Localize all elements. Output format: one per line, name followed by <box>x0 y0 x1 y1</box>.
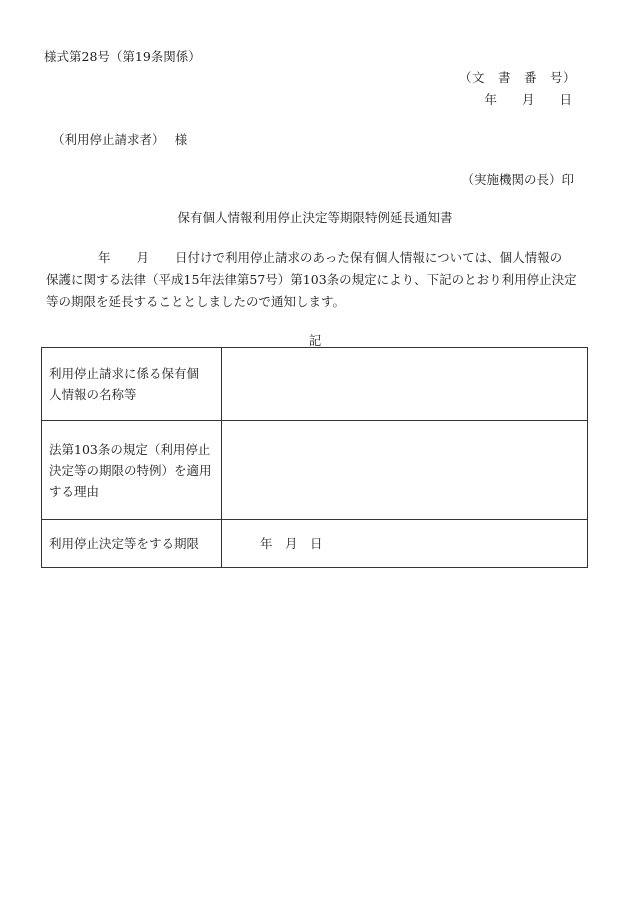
table-row <box>42 348 588 421</box>
body-year: 年 <box>98 250 111 265</box>
deadline-label: 利用停止決定等をする期限 <box>42 520 222 568</box>
body-line-3: 等の期限を延長することとしましたので通知します。 <box>46 294 346 309</box>
document-title: 保有個人情報利用停止決定等期限特例延長通知書 <box>177 210 453 225</box>
body-line-1 <box>46 247 590 269</box>
form-number: 様式第28号（第19条関係） <box>44 49 201 64</box>
deadline-value: 年 月 日 <box>222 520 588 568</box>
body-month: 月 <box>136 250 150 265</box>
issue-date: 年 月 日 <box>484 92 572 107</box>
table-row <box>42 520 588 568</box>
body-line-2: 保護に関する法律（平成15年法律第57号）第103条の規定により、下記のとおり利用停止決定 <box>46 272 577 287</box>
ki-heading: 記 <box>308 333 322 348</box>
body-line-1-text: 日付けで利用停止請求のあった保有個人情報については、個人情報の <box>175 250 563 265</box>
extension-reason-label: 法第103条の規定（利用停止 決定等の期限の特例）を適用 する理由 <box>42 421 222 520</box>
table-row <box>42 421 588 520</box>
extension-reason-value <box>222 421 588 520</box>
addressee: （利用停止請求者） 様 <box>52 132 188 147</box>
details-table <box>41 347 588 568</box>
document-number: （文 書 番 号） <box>458 70 576 85</box>
body-paragraph <box>46 247 590 313</box>
personal-info-name-value <box>222 348 588 421</box>
sender-seal: （実施機関の長）印 <box>461 172 574 187</box>
personal-info-name-label: 利用停止請求に係る保有個 人情報の名称等 <box>42 348 222 421</box>
